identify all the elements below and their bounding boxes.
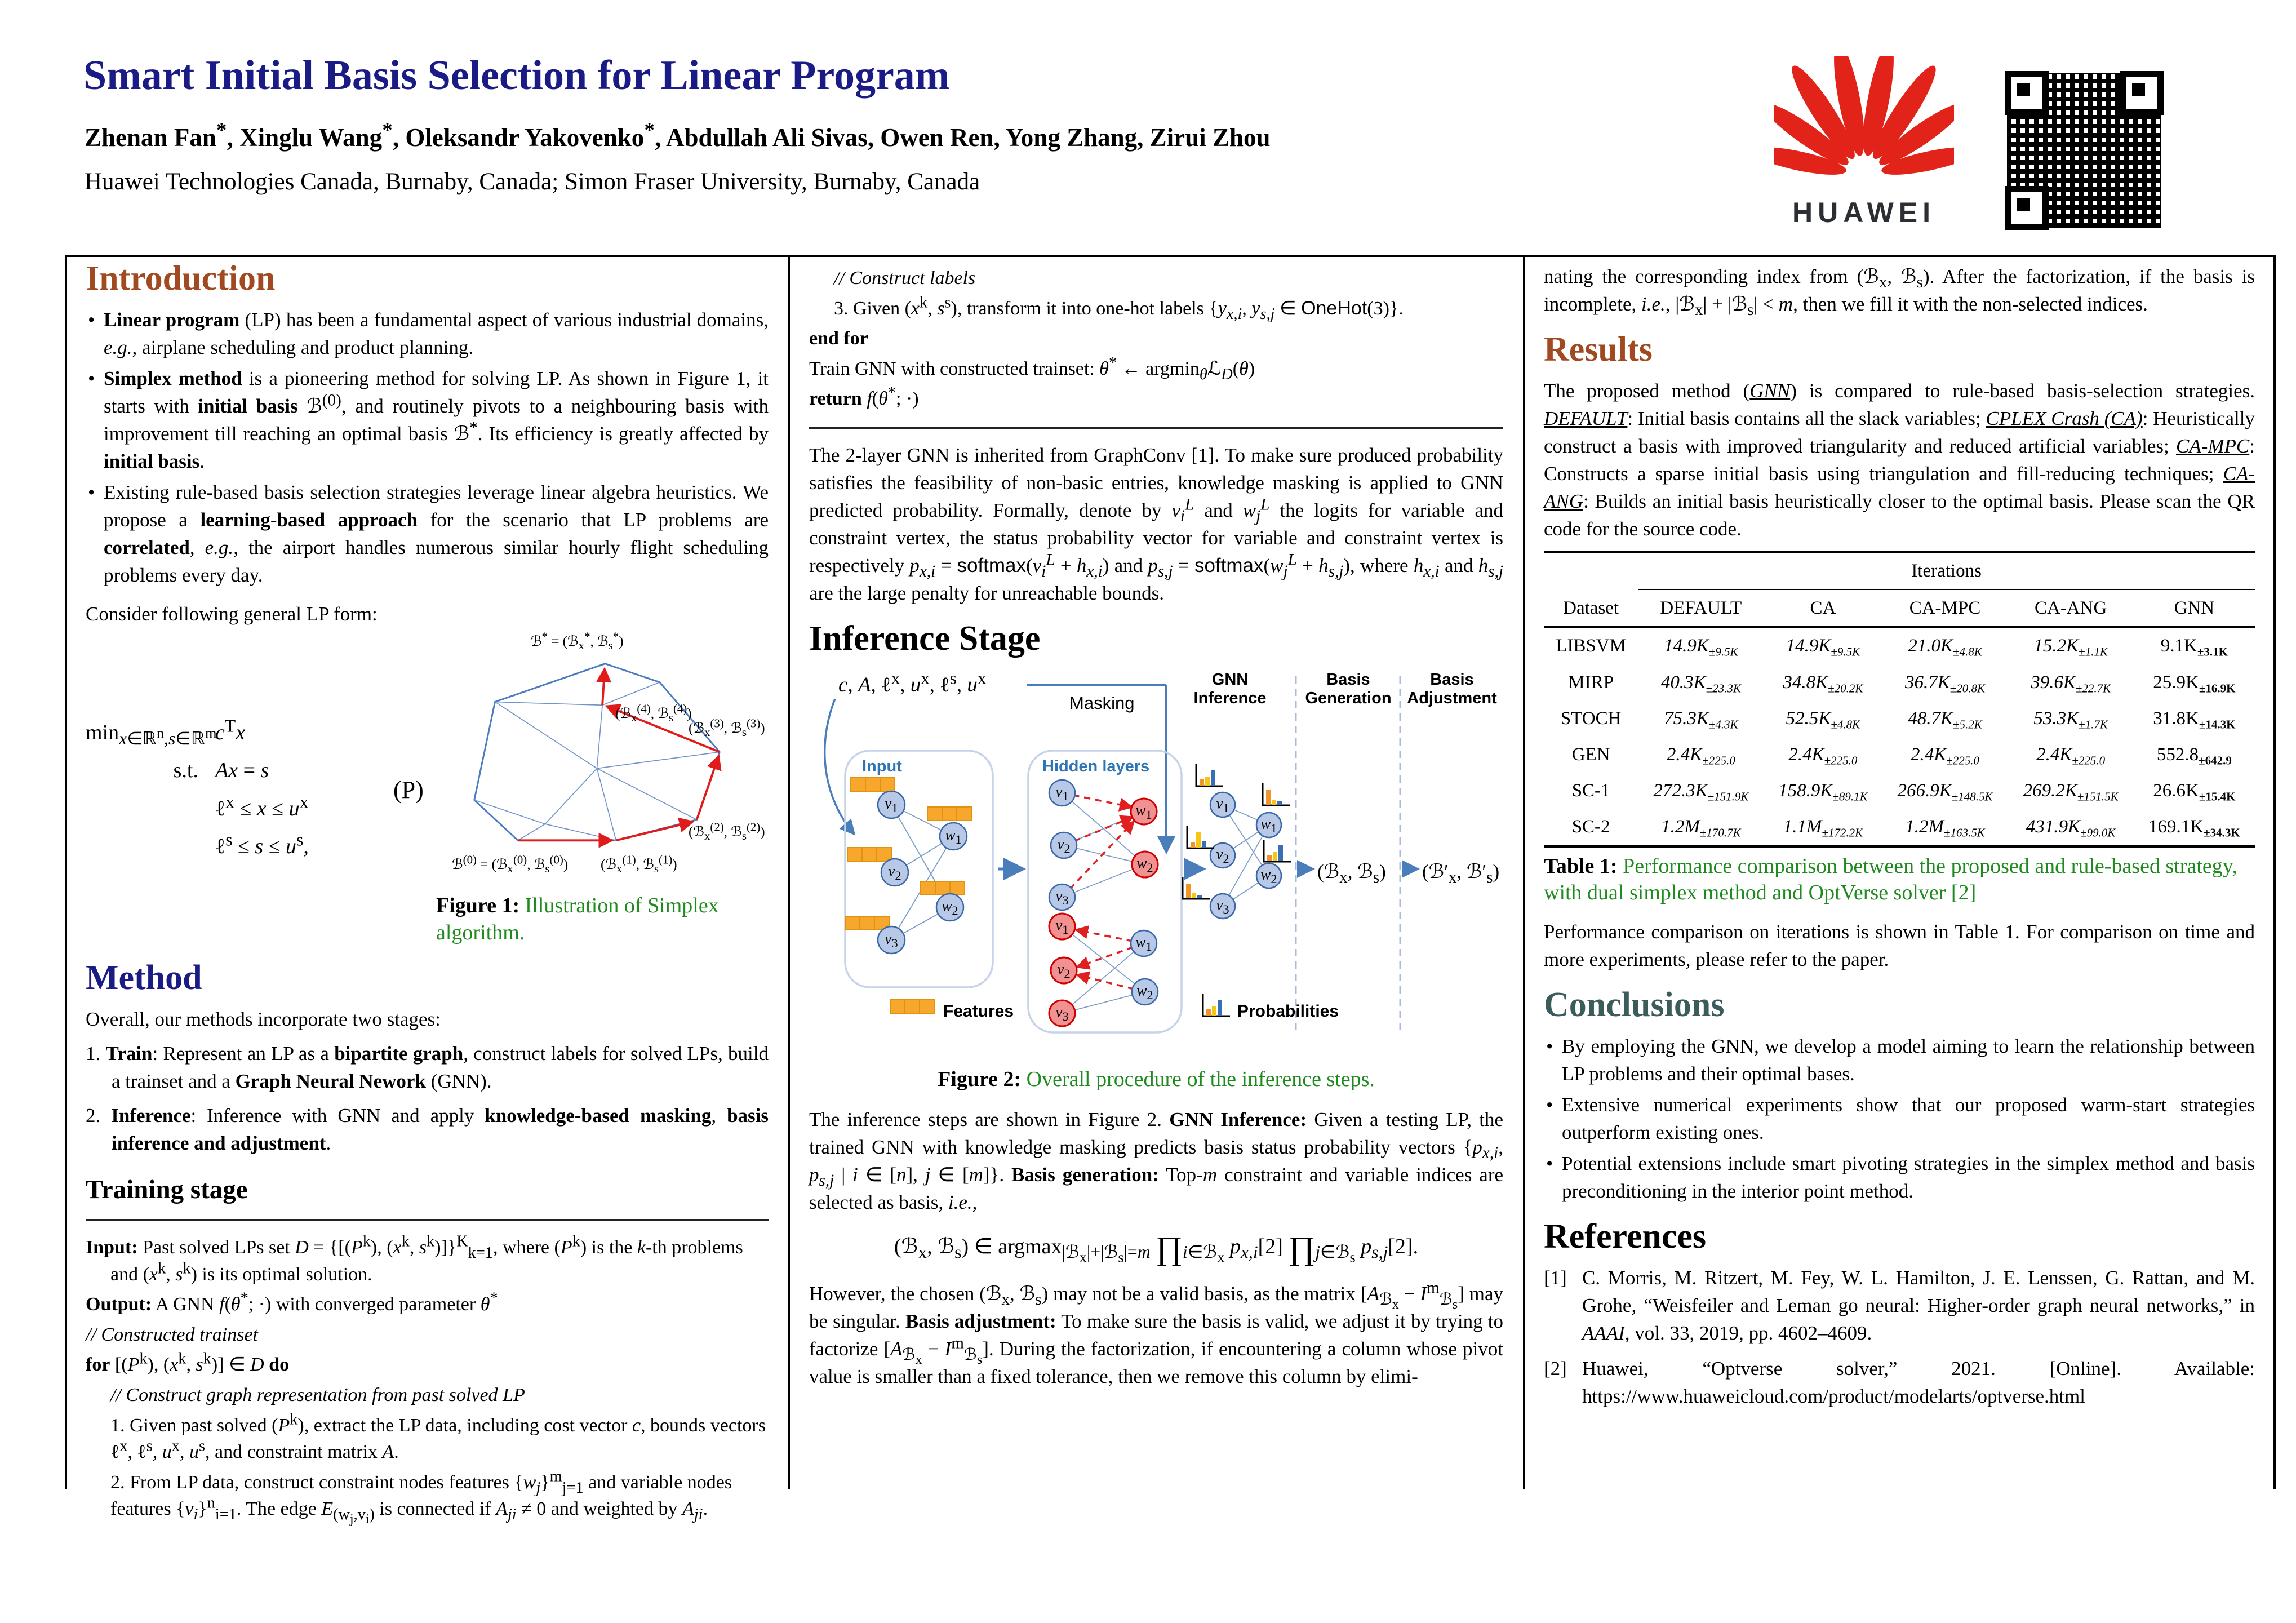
fig2-basis-pair: (ℬ$_x$, ℬ$_s$) — [1317, 861, 1386, 887]
table-group-header-row — [1544, 552, 2255, 589]
algo-line: Input: Past solved LPs set $D = \{[(P^k)$, ($x^k$, $s^k)]\}^K_{k=1}$, where $(P^k)$ is the k-th problems and ($x^k$, $s^k$) is its optimal solution. — [86, 1232, 743, 1285]
fig2-hidden-layers-label: Hidden layers — [1042, 757, 1150, 776]
column-middle — [809, 257, 1503, 1396]
node-label-w2: $w_2$ — [1260, 866, 1277, 886]
fig1-label-basis-3: (ℬ$_x^{(3)}$, ℬ$_s^{(3)}$) — [689, 716, 765, 739]
col-header-ca: CA — [1764, 589, 1882, 627]
node-label-v2: $v_2$ — [1057, 960, 1071, 981]
table-row: GEN $2.4K_{\pm 225.0}$ $2.4K_{\pm 225.0}$ $2.4K_{\pm 225.0}$ $2.4K_{\pm 225.0}$ $552.8_{\pm 642.9}$ — [1544, 737, 2255, 773]
section-heading-introduction: Introduction — [86, 259, 276, 298]
affiliation-line: Huawei Technologies Canada, Burnaby, Canada; Simon Fraser University, Burnaby, Canada — [85, 168, 980, 195]
node-label-w1: $w_1$ — [945, 826, 962, 847]
subsection-heading-training-stage: Training stage — [86, 1175, 248, 1205]
adjustment-continuation-paragraph: nating the corresponding index from (ℬ$_x$, ℬ$_s$). After the factorization, if the basis is incomplete, i.e., |ℬ$_x$| + |ℬ$_s$| < m, then we fill it with the non-selected indices. — [1544, 265, 2255, 319]
col-header-gnn: GNN — [2134, 589, 2255, 627]
lp-st: s.t. — [173, 759, 198, 783]
gnn-paragraph: The 2-layer GNN is inherited from GraphConv [1]. To make sure produced probability satisfies the feasibility of non-basic entries, knowledge masking is applied to GNN predicted probability. Formally, denote by $v_i^L$ and $w_j^L$ the logits for variable and constraint vertex, the status probability vector for variable and constraint vertex is respectively $p_{x,i}$ = $softmax(v_i^L + h_{x,i})$ and $p_{s,j}$ = $softmax(w_j^L + h_{s,j})$, where $h_{x,i}$ and $h_{s,j}$ are the large penalty for unreachable bounds. — [809, 444, 1504, 604]
dataset-name: STOCH — [1560, 708, 1622, 729]
inference-pipeline-drawing — [806, 666, 1504, 1061]
basis-adjustment-paragraph: However, the chosen (ℬ$_x$, ℬ$_s$) may not be a valid basis, as the matrix $[A_{ℬ_x} - I^m_{ℬ_s}]$ may be singular. Basis adjustment: To make sure the basis is valid, we adjust it by trying to factorize $[A_{ℬ_x} - I^m_{ℬ_s}]$. During the factorization, if encountering a column whose pivot value is smaller than a fixed tolerance, then we remove this column by elimi- — [809, 1279, 1504, 1387]
fig2-adjusted-basis-pair: ($ℬ'_x$, $ℬ'_s$) — [1422, 861, 1500, 887]
figure2-caption-label: Figure 2: — [938, 1067, 1022, 1092]
fig2-legend-probabilities: Probabilities — [1237, 1002, 1339, 1021]
fig2-legend-features: Features — [943, 1002, 1014, 1021]
dataset-name: MIRP — [1568, 672, 1614, 693]
reference-item — [1544, 1264, 2255, 1347]
figure2-caption — [809, 1066, 1503, 1093]
method-intro: Overall, our methods incorporate two stages: — [86, 1008, 441, 1031]
table1-caption-text: Performance comparison between the proposed and rule-based strategy, with dual simplex method and OptVerse solver [2] — [1544, 854, 2237, 905]
fig2-stage-basis-adjustment: Basis Adjustment — [1407, 671, 1497, 707]
node-label-w1: $w_1$ — [1260, 815, 1277, 836]
reference-text: Huawei, “Optverse solver,” 2021. [Online]. Available: https://www.huaweicloud.com/product/modelarts/optverse.html — [1582, 1357, 2255, 1407]
node-label-v1: $v_1$ — [1055, 783, 1069, 804]
table-row: LIBSVM $14.9K_{\pm 9.5K}$ $14.9K_{\pm 9.5K}$ $21.0K_{\pm 4.8K}$ $15.2K_{\pm 1.1K}$ $9.1K_{\pm 3.1K}$ — [1544, 627, 2255, 664]
section-heading-inference-stage: Inference Stage — [809, 619, 1041, 658]
simplex-polytope-drawing — [436, 629, 774, 887]
results-table — [1544, 551, 2255, 848]
dataset-name: SC-2 — [1571, 817, 1610, 837]
lp-problem-tag: (P) — [393, 775, 424, 804]
reference-number: [1] — [1544, 1266, 1567, 1289]
reference-item — [1544, 1355, 2255, 1410]
algo-line: Output: A GNN f(θ*; ·) with converged parameter θ* — [86, 1289, 498, 1315]
features-icon — [890, 1000, 934, 1013]
column-divider — [65, 255, 67, 1489]
node-label-w1: $w_1$ — [1135, 801, 1152, 822]
figure1-simplex-polygon — [436, 629, 774, 887]
figure1-caption-label: Figure 1: — [436, 894, 520, 918]
fig1-label-basis-2: (ℬ$_x^{(2)}$, ℬ$_s^{(2)}$) — [689, 820, 765, 843]
lp-formulation-row — [86, 629, 769, 946]
huawei-logo — [1774, 56, 1954, 237]
node-label-v1: $v_1$ — [1055, 916, 1069, 937]
conclusion-bullet: • By employing the GNN, we develop a model aiming to learn the relationship between LP problems and their optimal bases. — [1544, 1032, 2255, 1088]
lp-min: $\min_{x\in ℝ^n,s\in ℝ^m}$ — [86, 721, 217, 748]
conclusion-bullet: • Extensive numerical experiments show that our proposed warm-start strategies outperform existing ones. — [1544, 1091, 2255, 1146]
col-header-dataset: Dataset — [1544, 589, 1638, 627]
algo-step: 1. Given past solved $(P^k)$, extract the LP data, including cost vector c, bounds vectors ℓ$^x$, ℓ$^s$, $u^x$, $u^s$, and constraint matrix A. — [110, 1411, 766, 1463]
intro-bullet: • Linear program (LP) has been a fundamental aspect of various industrial domains, e.g., airplane scheduling and product planning. — [86, 306, 769, 361]
algo-line: for [$(P^k)$, ($x^k$, $s^k$)] ∈ D do — [86, 1350, 290, 1376]
qr-finder-icon — [2005, 186, 2049, 230]
col-header-default: DEFAULT — [1638, 589, 1764, 627]
fig2-input-label: Input — [862, 757, 902, 776]
intro-bullet: • Existing rule-based basis selection strategies leverage linear algebra heuristics. We propose a learning-based approach for the scenario that LP problems are correlated, e.g., the airport handles numerous similar hourly flight scheduling problems every day. — [86, 478, 769, 589]
fig1-label-basis-0: ℬ$^{(0)}$ = (ℬ$_x^{(0)}$, ℬ$_s^{(0)}$) — [452, 853, 569, 876]
probability-bars-icon — [1203, 994, 1230, 1016]
intro-bullet: • Simplex method is a pioneering method for solving LP. As shown in Figure 1, it starts with initial basis ℬ$^{(0)}$, and routinely pivots to a neighbouring basis with improvement till reaching an optimal basis ℬ*. Its efficiency is greatly affected by initial basis. — [86, 365, 769, 475]
node-label-w2: $w_2$ — [1136, 982, 1153, 1003]
column-divider — [788, 255, 790, 1489]
figure2-inference-diagram — [806, 666, 1504, 1061]
dataset-name: SC-1 — [1571, 781, 1610, 801]
algo-step: 2. From LP data, construct constraint nodes features $\{w_j\}^m_{j=1}$ and variable nodes features $\{v_i\}^n_{i=1}$. The edge $E_{(w_j,v_i)}$ is connected if $A_{ji} \ne 0$ and weighted by $A_{ji}$. — [110, 1467, 732, 1527]
table-header-row — [1544, 589, 2255, 627]
fig2-stage-basis-generation: Basis Generation — [1305, 671, 1392, 707]
section-heading-results: Results — [1544, 330, 1653, 369]
method-item: 2. Inference: Inference with GNN and apply knowledge-based masking, basis inference and adjustment. — [86, 1105, 769, 1155]
node-label-v3: $v_3$ — [885, 930, 898, 951]
fig2-masking-label: Masking — [1069, 693, 1135, 713]
lp-constraint: ℓ$^s$ ≤ $s \le u^s$, — [215, 830, 309, 858]
training-algorithm-continued — [809, 259, 1503, 429]
reference-number: [2] — [1544, 1357, 1567, 1380]
conclusion-bullet: • Potential extensions include smart pivoting strategies in the simplex method and basis preconditioning in the interior point method. — [1544, 1150, 2255, 1205]
qr-code — [1999, 65, 2169, 236]
figure1-caption — [436, 893, 752, 946]
algo-comment: // Construct graph representation from past solved LP — [110, 1384, 525, 1405]
dataset-name: GEN — [1571, 744, 1610, 765]
figure1-block — [436, 629, 774, 946]
basis-generation-equation: (ℬ$_x$, ℬ$_s$) ∈ argmax$_{|ℬ_x|+|ℬ_s|=m}$ $\prod_{i\in ℬ_x}$ $p_{x,i}[2]$ $\prod_{j\in ℬ_s}$ $p_{s,j}[2]$. — [894, 1229, 1419, 1266]
huawei-flower-icon — [1774, 56, 1954, 194]
column-right — [1544, 257, 2255, 1418]
table-group-header: Iterations — [1638, 552, 2255, 589]
node-label-w1: $w_1$ — [1135, 933, 1152, 954]
algo-step: 3. Given ($x^k$, $s^s$), transform it into one-hot labels {$y_{x,i}$, $y_{s,j}$ ∈ OneHot(3)}. — [834, 294, 1404, 323]
lp-math — [86, 710, 390, 870]
node-label-v2: $v_2$ — [1057, 835, 1071, 856]
table-row: SC-1 $272.3K_{\pm 151.9K}$ $158.9K_{\pm 89.1K}$ $266.9K_{\pm 148.5K}$ $269.2K_{\pm 151.5K}$ $26.6K_{\pm 15.4K}$ — [1544, 773, 2255, 809]
column-divider — [1523, 255, 1525, 1489]
algo-comment: // Constructed trainset — [86, 1324, 258, 1345]
node-label-w2: $w_2$ — [1136, 854, 1153, 875]
lp-constraint: ℓ$^x$ ≤ $x \le u^x$ — [215, 791, 309, 821]
algo-comment: // Construct labels — [834, 268, 976, 289]
algo-line: return f(θ*; ·) — [809, 384, 919, 410]
node-label-v1: $v_1$ — [885, 795, 898, 815]
fig1-label-basis-1: (ℬ$_x^{(1)}$, ℬ$_s^{(1)}$) — [601, 853, 677, 876]
table1-caption — [1544, 853, 2255, 907]
lp-objective: $c^Tx$ — [215, 716, 246, 745]
training-algorithm — [86, 1219, 769, 1527]
qr-finder-icon — [2005, 71, 2049, 115]
authors-line: Zhenan Fan*, Xinglu Wang*, Oleksandr Yakovenko*, Abdullah Ali Sivas, Owen Ren, Yong Zhang, Zirui Zhou — [85, 119, 1271, 152]
lp-intro-line: Consider following general LP form: — [86, 603, 378, 626]
fig2-stage-gnn-inference: GNN Inference — [1193, 671, 1267, 707]
fig1-label-optimal-basis: ℬ* = (ℬ$_x$*, ℬ$_s$*) — [531, 629, 624, 653]
results-paragraph: The proposed method (GNN) is compared to rule-based basis-selection strategies. DEFAULT: Initial basis contains all the slack variables; CPLEX Crash (CA): Heuristically construct a basis with improved triangularity and reduced artificial variables; CA-MPC: Constructs a sparse initial basis using triangulation and fill-reducing techniques; CA-ANG: Builds an initial basis heuristically closer to the optimal basis. Please scan the QR code for the source code. — [1544, 380, 2255, 540]
page-title: Smart Initial Basis Selection for Linear Program — [83, 52, 950, 99]
section-heading-conclusions: Conclusions — [1544, 985, 1725, 1024]
qr-finder-icon — [2120, 71, 2164, 115]
fig1-label-basis-4: (ℬ$_x^{(4)}$, ℬ$_s^{(4)}$) — [615, 702, 692, 725]
figure2-caption-text: Overall procedure of the inference steps. — [1026, 1067, 1375, 1092]
section-heading-method: Method — [86, 959, 202, 997]
lp-constraint: Ax = s — [215, 759, 269, 783]
algo-line: Train GNN with constructed trainset: θ* ← argmin$_\theta$ℒ$_D$(θ) — [809, 354, 1255, 383]
figure1-caption-text: Illustration of Simplex algorithm. — [436, 894, 719, 944]
brand-wordmark: HUAWEI — [1792, 197, 1935, 228]
node-label-v3: $v_3$ — [1055, 887, 1069, 908]
node-label-v1: $v_1$ — [1216, 795, 1229, 815]
column-left — [86, 257, 769, 1526]
col-header-ca-ang: CA-ANG — [2008, 589, 2134, 627]
node-label-v2: $v_2$ — [888, 862, 901, 883]
node-label-v3: $v_3$ — [1055, 1003, 1069, 1024]
table-note: Performance comparison on iterations is shown in Table 1. For comparison on time and more experiments, please refer to the paper. — [1544, 920, 2255, 970]
table1-caption-label: Table 1: — [1544, 854, 1618, 878]
inference-paragraph: The inference steps are shown in Figure 2. GNN Inference: Given a testing LP, the trained GNN with knowledge masking predicts basis status probability vectors {$p_{x,i}$, $p_{s,j}$ | i ∈ [n], j ∈ [m]}. Basis generation: Top-m constraint and variable indices are selected as basis, i.e., — [809, 1108, 1504, 1213]
dataset-name: LIBSVM — [1556, 636, 1626, 657]
node-label-v3: $v_3$ — [1216, 896, 1229, 917]
method-item: 1. Train: Represent an LP as a bipartite graph, construct labels for solved LPs, build a trainset and a Graph Neural Nework (GNN). — [86, 1043, 769, 1093]
section-heading-references: References — [1544, 1217, 1707, 1256]
table-row: SC-2 $1.2M_{\pm 170.7K}$ $1.1M_{\pm 172.2K}$ $1.2M_{\pm 163.5K}$ $431.9K_{\pm 99.0K}$ $169.1K_{\pm 34.3K}$ — [1544, 809, 2255, 846]
fig2-lp-data-expr: c, A, ℓ$^x$, $u^x$, ℓ$^s$, $u^x$ — [838, 668, 987, 697]
column-divider — [2273, 255, 2276, 1489]
table-row: STOCH $75.3K_{\pm 4.3K}$ $52.5K_{\pm 4.8K}$ $48.7K_{\pm 5.2K}$ $53.3K_{\pm 1.7K}$ $31.8K_{\pm 14.3K}$ — [1544, 700, 2255, 737]
node-label-v2: $v_2$ — [1216, 845, 1229, 866]
algo-line: end for — [809, 328, 868, 349]
table-row: MIRP $40.3K_{\pm 23.3K}$ $34.8K_{\pm 20.2K}$ $36.7K_{\pm 20.8K}$ $39.6K_{\pm 22.7K}$ $25.9K_{\pm 16.9K}$ — [1544, 664, 2255, 700]
node-label-w2: $w_2$ — [942, 897, 958, 918]
col-header-ca-mpc: CA-MPC — [1882, 589, 2008, 627]
reference-text: C. Morris, M. Ritzert, M. Fey, W. L. Hamilton, J. E. Lenssen, G. Rattan, and M. Grohe, “Weisfeiler and Leman go neural: Higher-order graph neural networks,” in AAAI, vol. 33, 2019, pp. 4602–4609. — [1582, 1266, 2255, 1344]
